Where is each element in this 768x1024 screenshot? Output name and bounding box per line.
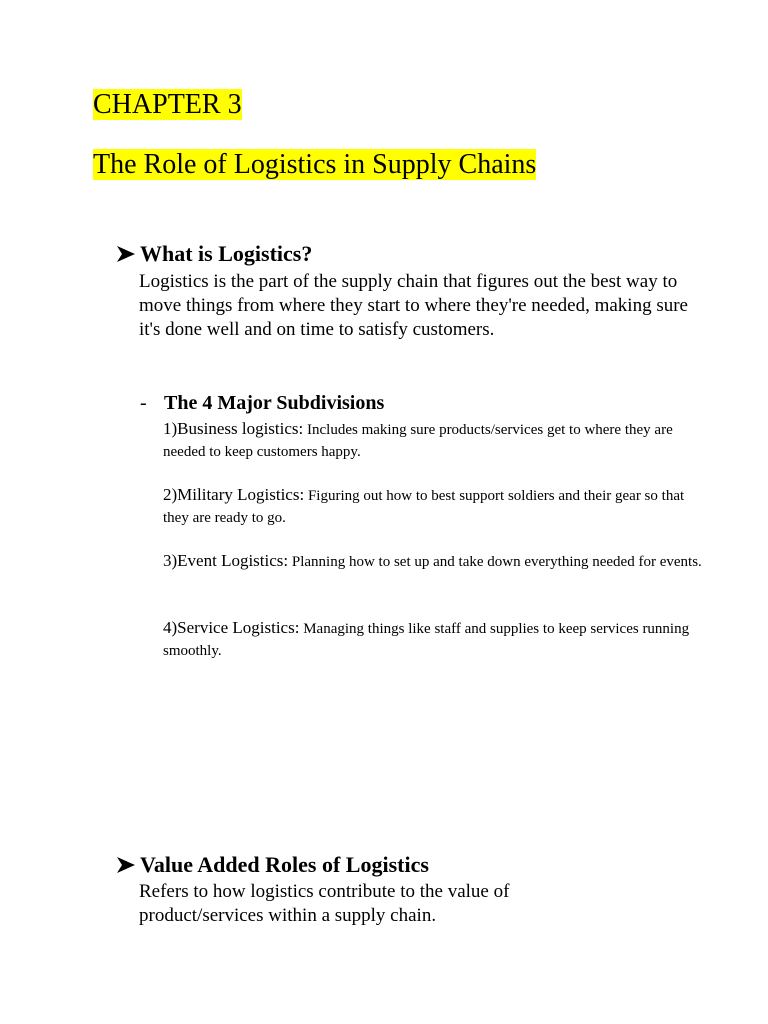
arrow-bullet-icon [116, 855, 136, 875]
section-heading-text: Value Added Roles of Logistics [140, 852, 429, 877]
section-heading-what-is-logistics [116, 240, 312, 268]
section-body-what-is-logistics: Logistics is the part of the supply chain that figures out the best way to move things from where they start to where they're needed, making sure it's done well and on time to satisfy customers. [139, 271, 688, 340]
subdivision-label: 1)Business logistics: [163, 419, 304, 438]
section-heading-value-added-roles [116, 851, 429, 879]
chapter-label-text: CHAPTER 3 [93, 89, 242, 120]
subdivision-text: Managing things like staff and supplies to keep services running smoothly. [163, 621, 690, 659]
dash-bullet: - [140, 392, 147, 414]
section-body-value-added-roles: Refers to how logistics contribute to the value of product/services within a supply chain. [139, 881, 510, 926]
subdivision-label: 2)Military Logistics: [163, 485, 305, 504]
subdivisions-title: The 4 Major Subdivisions [164, 392, 385, 414]
chapter-label [93, 88, 242, 122]
subdivision-item [163, 617, 703, 662]
subdivision-text: Includes making sure products/services get to where they are needed to keep customers happy. [163, 422, 673, 460]
subdivision-text: Planning how to set up and take down everything needed for events. [288, 554, 702, 570]
subdivisions-heading [140, 390, 384, 416]
page-title-text: The Role of Logistics in Supply Chains [93, 149, 537, 180]
subdivision-item [163, 484, 703, 529]
subdivision-label: 4)Service Logistics: [163, 618, 300, 637]
section-heading-text: What is Logistics? [140, 241, 313, 266]
arrow-bullet-icon [116, 244, 136, 264]
subdivision-item [163, 550, 703, 573]
subdivision-label: 3)Event Logistics: [163, 551, 289, 570]
subdivision-text: Figuring out how to best support soldiers and their gear so that they are ready to go. [163, 488, 685, 526]
page-title [93, 148, 536, 182]
subdivision-item [163, 418, 703, 463]
